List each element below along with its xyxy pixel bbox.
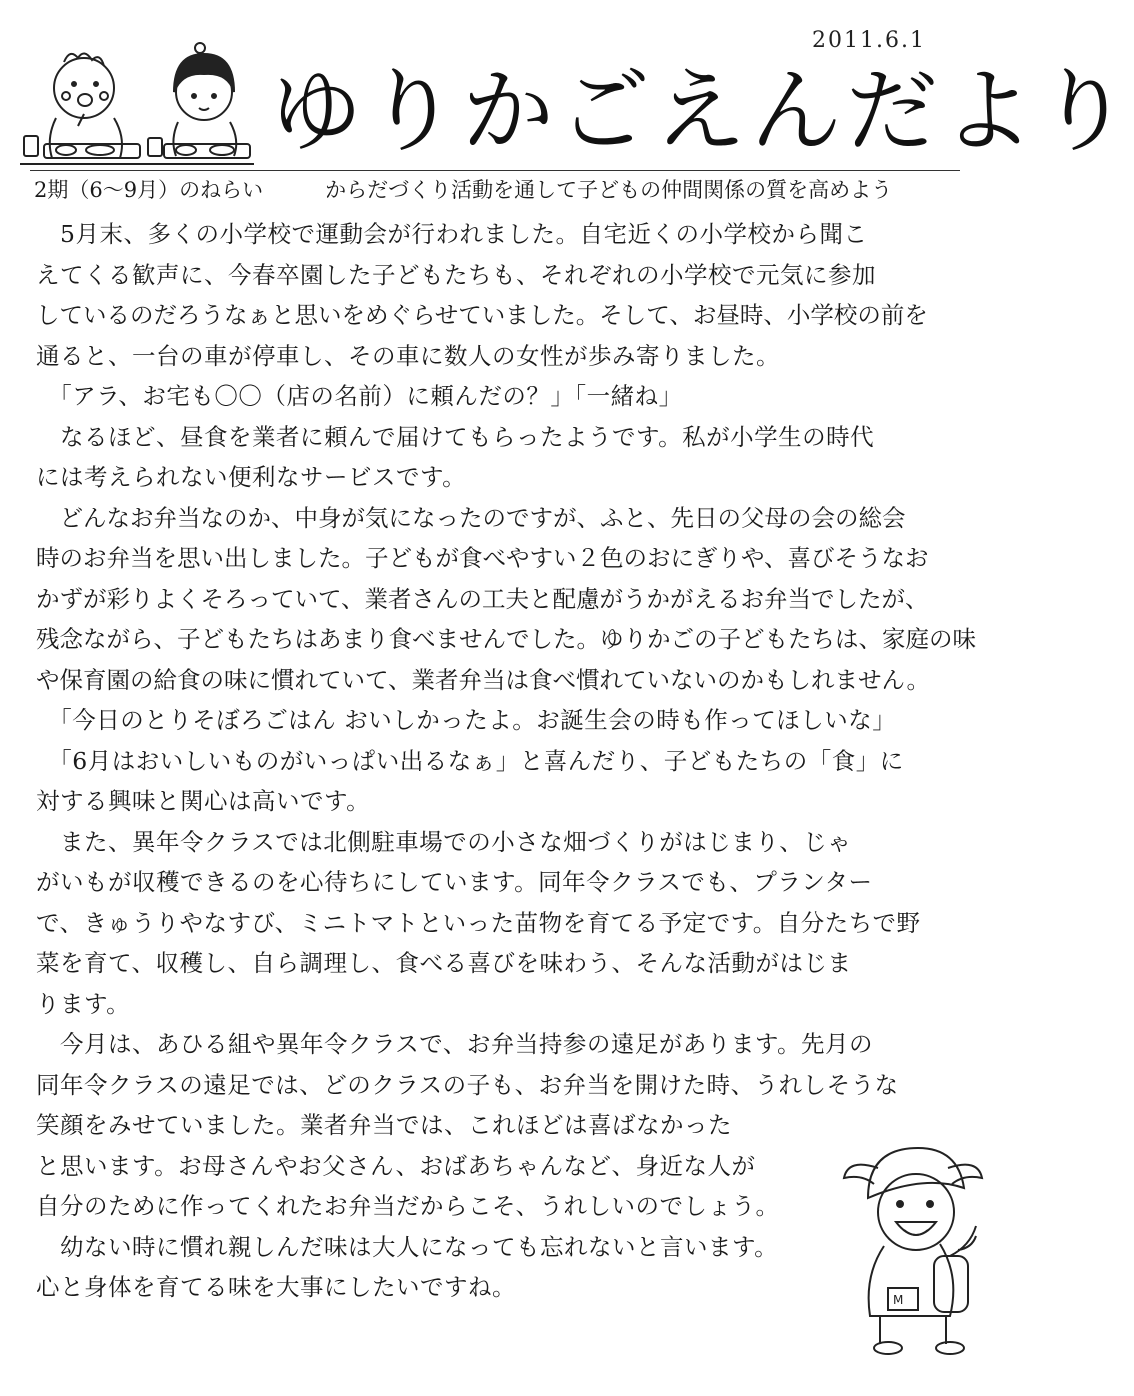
newsletter-title: ゆりかごえんだより <box>270 58 1134 165</box>
body-line: かずが彩りよくそろっていて、業者さんの工夫と配慮がうかがえるお弁当でしたが、 <box>36 584 929 613</box>
body-line: 通ると、一台の車が停車し、その車に数人の女性が歩み寄りました。 <box>36 341 780 370</box>
term-goal-label: 2期（6〜9月）のねらい <box>34 178 264 202</box>
body-line: 笑顔をみせていました。業者弁当では、これほどは喜ばなかった <box>36 1111 732 1139</box>
body-line: 同年令クラスの遠足では、どのクラスの子も、お弁当を開けた時、うれしそうな <box>36 1070 899 1099</box>
body-line: ります。 <box>36 989 131 1018</box>
term-goal-text: からだづくり活動を通して子どもの仲間関係の質を高めよう <box>325 178 893 202</box>
body-line: 菜を育て、収穫し、自ら調理し、食べる喜びを味わう、そんな活動がはじま <box>36 949 852 977</box>
body-line: 「6月はおいしいものがいっぱい出るなぁ」と喜んだり、子どもたちの「食」に <box>36 746 904 775</box>
body-line: 心と身体を育てる味を大事にしたいですね。 <box>36 1273 516 1301</box>
body-line: 5月末、多くの小学校で運動会が行われました。自宅近くの小学校から聞こ <box>36 220 868 248</box>
body-line: 今月は、あひる組や異年令クラスで、お弁当持参の遠足があります。先月の <box>36 1030 873 1058</box>
body-line: 「今日のとりそぼろごはん おいしかったよ。お誕生会の時も作ってほしいな」 <box>36 706 897 734</box>
children-eating-lunch-illustration <box>14 40 264 170</box>
body-line: 「アラ、お宅も〇〇（店の名前）に頼んだの？」「一緒ね」 <box>36 382 683 410</box>
girl-with-backpack-illustration <box>838 1138 988 1358</box>
body-line: しているのだろうなぁと思いをめぐらせていました。そして、お昼時、小学校の前を <box>36 301 928 329</box>
svg-text:M: M <box>893 1293 904 1307</box>
body-line: 時のお弁当を思い出しました。子どもが食べやすい２色のおにぎりや、喜びそうなお <box>36 544 929 572</box>
body-line: また、異年令クラスでは北側駐車場での小さな畑づくりがはじまり、じゃ <box>36 827 852 856</box>
body-line: と思います。お母さんやお父さん、おばあちゃんなど、身近な人が <box>36 1151 756 1180</box>
body-line: 自分のために作ってくれたお弁当だからこそ、うれしいのでしょう。 <box>36 1192 780 1220</box>
body-line: には考えられない便利なサービスです。 <box>36 463 467 491</box>
body-line: 残念ながら、子どもたちはあまり食べませんでした。ゆりかごの子どもたちは、家庭の味 <box>36 625 976 653</box>
issue-date: 2011.6.1 <box>812 28 926 53</box>
body-line: や保育園の給食の味に慣れていて、業者弁当は食べ慣れていないのかもしれません。 <box>36 665 930 694</box>
body-line: どんなお弁当なのか、中身が気になったのですが、ふと、先日の父母の会の総会 <box>36 503 906 532</box>
body-line: 幼ない時に慣れ親しんだ味は大人になっても忘れないと言います。 <box>36 1232 779 1261</box>
body-line: 対する興味と関心は高いです。 <box>36 787 371 815</box>
body-line: がいもが収穫できるのを心待ちにしています。同年令クラスでも、プランター <box>36 868 873 896</box>
term-goal-bar <box>30 170 960 207</box>
body-line: なるほど、昼食を業者に頼んで届けてもらったようです。私が小学生の時代 <box>36 422 875 451</box>
body-line: えてくる歓声に、今春卒園した子どもたちも、それぞれの小学校で元気に参加 <box>36 260 876 289</box>
body-line: で、きゅうりやなすび、ミニトマトといった苗物を育てる予定です。自分たちで野 <box>36 908 921 937</box>
newsletter-body <box>36 214 976 1308</box>
